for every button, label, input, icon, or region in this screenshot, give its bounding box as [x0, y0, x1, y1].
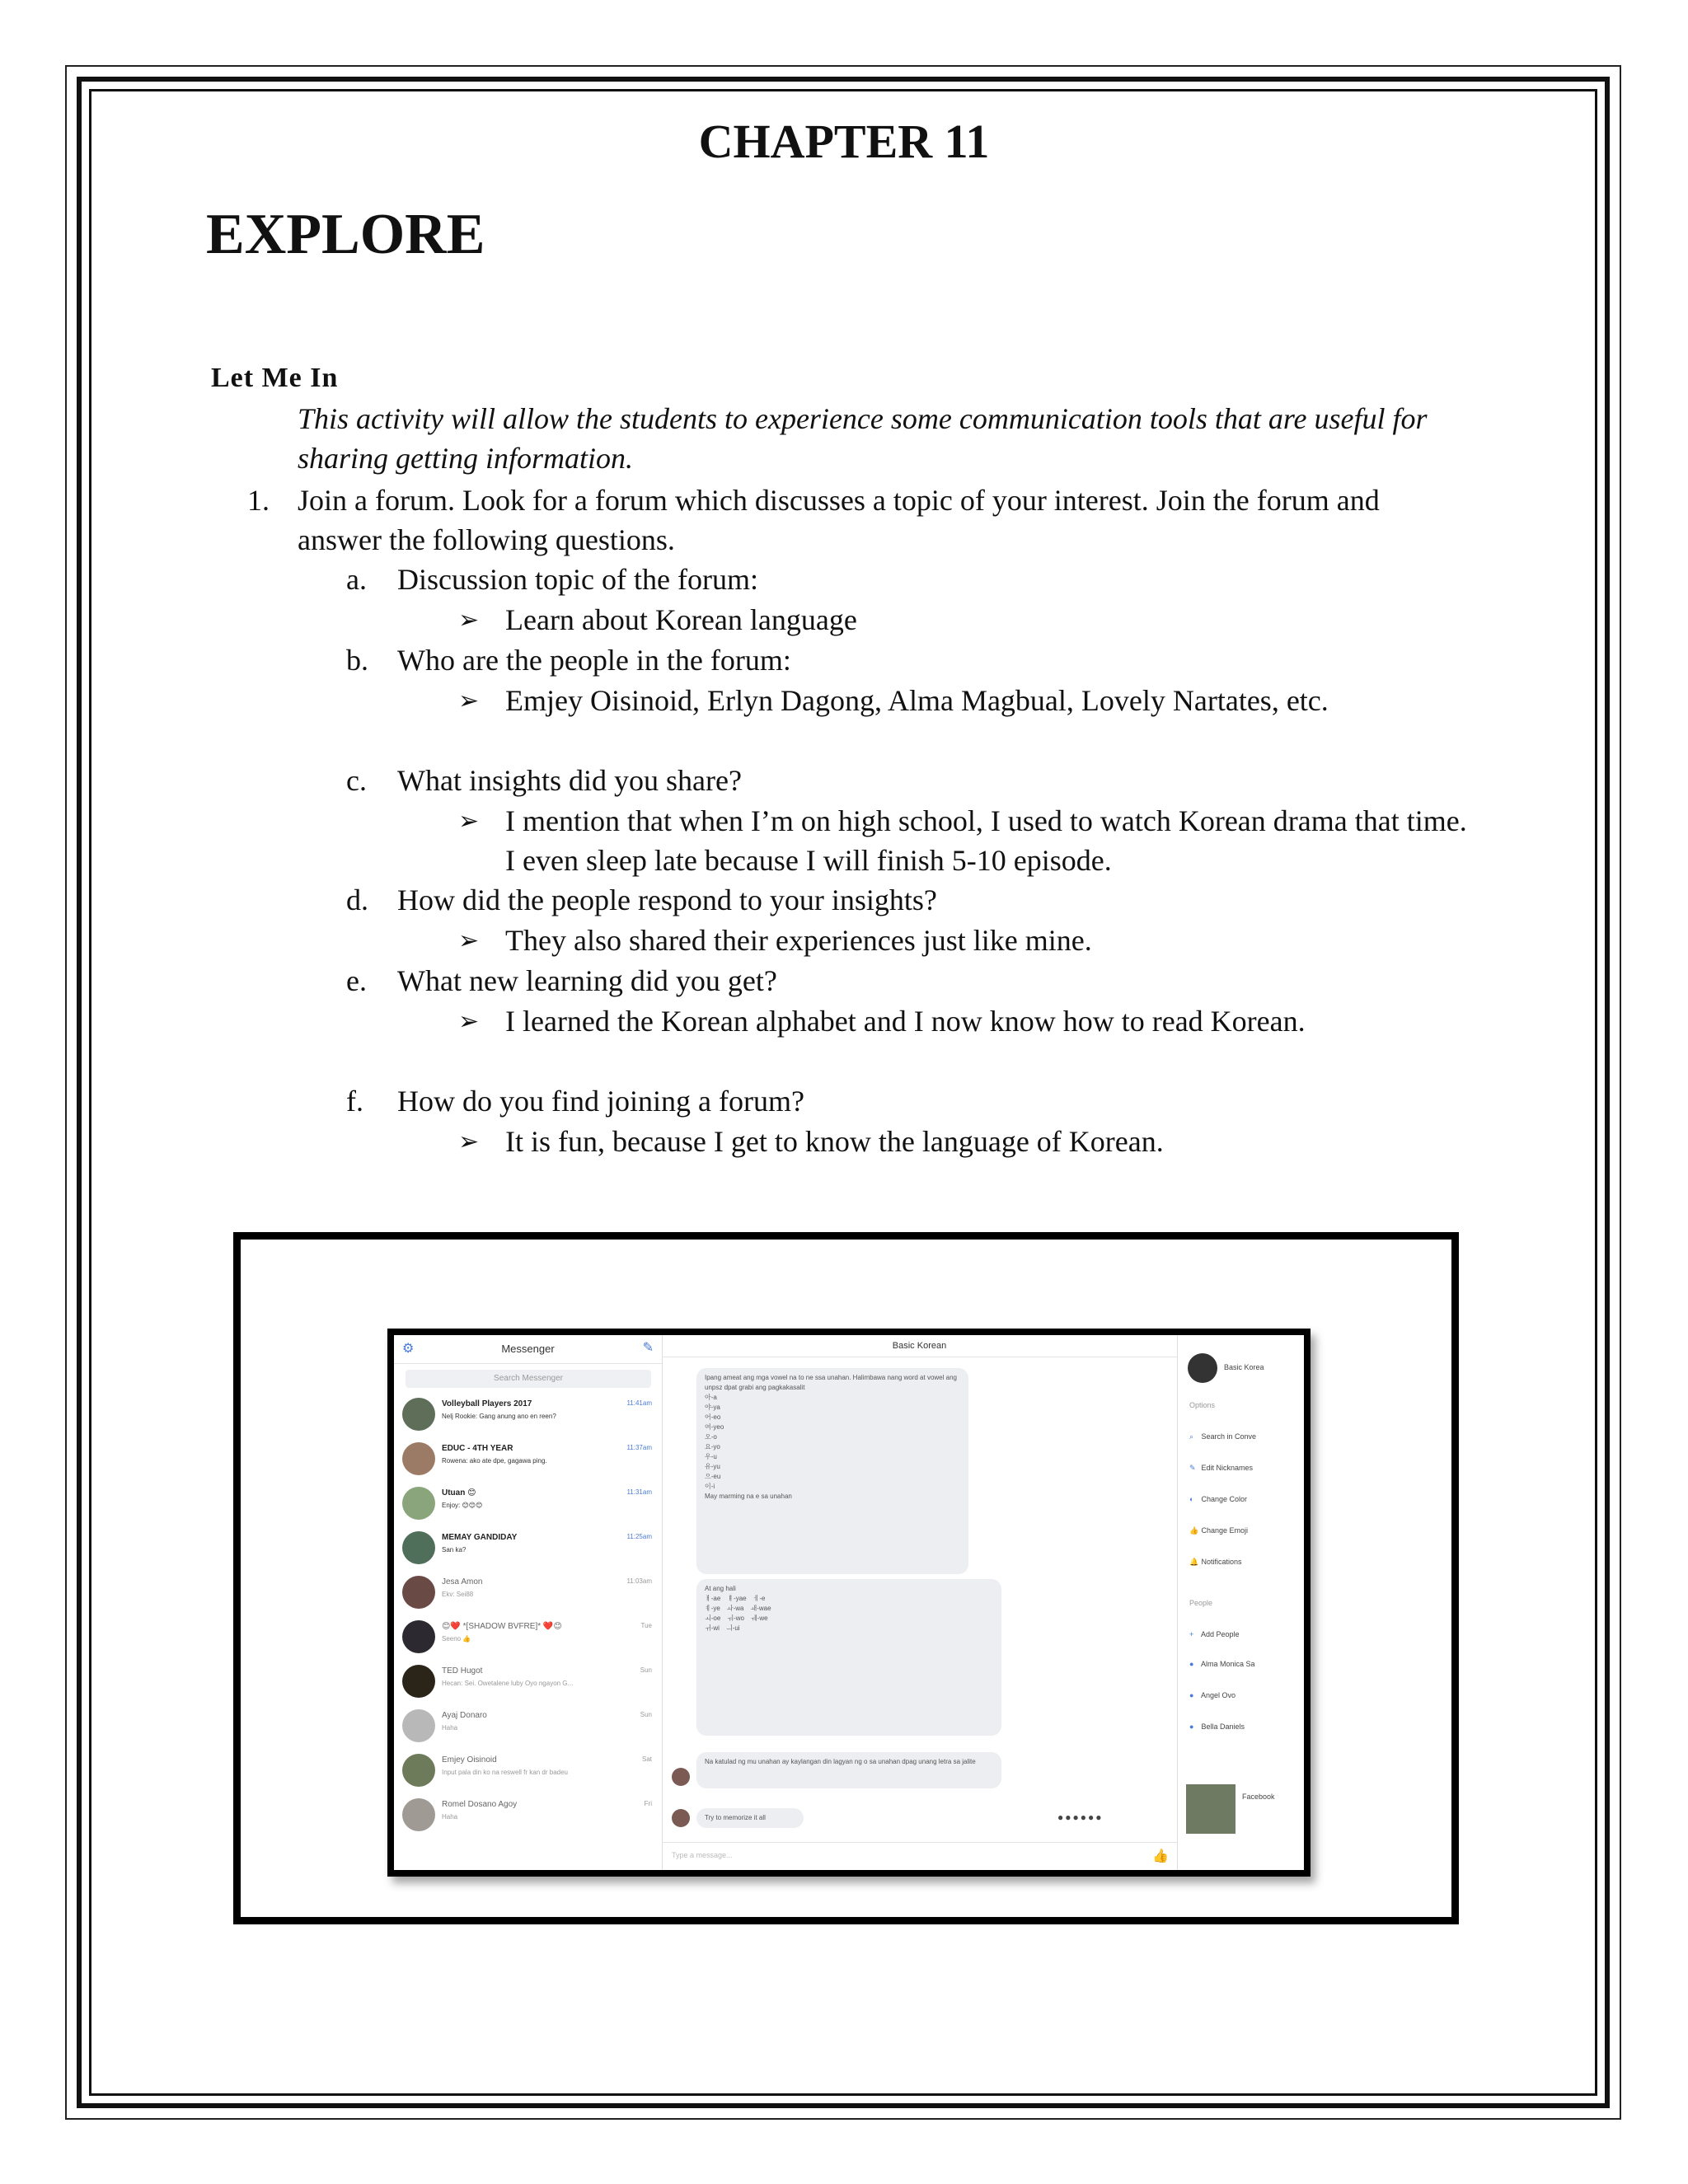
conversation-time: Sun — [640, 1711, 652, 1718]
conversation-name: 😊❤️ *[SHADOW BVFRE]* ❤️😊 — [442, 1622, 562, 1631]
question-letter: c. — [346, 764, 367, 797]
conversation-time: 11:03am — [626, 1577, 652, 1585]
question-text: How do you find joining a forum? — [397, 1085, 804, 1118]
person-item[interactable] — [1189, 1660, 1255, 1668]
people-label: Bella Daniels — [1201, 1722, 1245, 1731]
conversation-name: Jesa Amon — [442, 1577, 483, 1586]
thumbs-up-icon: 👍 — [1189, 1526, 1199, 1535]
alphabet-line: 여-yeo — [705, 1423, 724, 1431]
search-icon: ⌕ — [1189, 1432, 1194, 1441]
bullet-arrow-icon: ➢ — [458, 1008, 480, 1035]
answer-text: Emjey Oisinoid, Erlyn Dagong, Alma Magbual, Lovely Nartates, etc. — [505, 684, 1329, 717]
avatar — [402, 1754, 435, 1787]
conversation-preview: Input pala din ko na reswell fr kan dr badeu — [442, 1769, 568, 1776]
option-label: Change Color — [1201, 1495, 1248, 1503]
question-letter: e. — [346, 964, 367, 997]
people-label: Add People — [1201, 1630, 1240, 1638]
bullet-arrow-icon: ➢ — [458, 1128, 480, 1155]
alphabet-line: ㅢ-ui — [725, 1624, 740, 1632]
pencil-icon: ✎ — [1189, 1464, 1196, 1472]
answer-text: I even sleep late because I will finish 5-10 episode. — [505, 844, 1112, 877]
item-number: 1. — [247, 484, 270, 517]
like-icon[interactable]: 👍 — [1152, 1849, 1169, 1863]
conversation-time: Sun — [640, 1666, 652, 1674]
list-item[interactable] — [399, 1704, 659, 1747]
person-avatar-icon: ● — [1189, 1691, 1194, 1699]
question-text: Discussion topic of the forum: — [397, 563, 758, 596]
sidebar-title: Messenger — [501, 1343, 555, 1355]
message-text: At ang hali — [705, 1585, 736, 1592]
option-notifications[interactable] — [1189, 1558, 1242, 1567]
alphabet-line: 어-eo — [705, 1413, 721, 1421]
read-receipts: ●●●●●● — [1057, 1811, 1104, 1823]
conversation-name: Utuan 😊 — [442, 1488, 476, 1497]
person-item[interactable] — [1189, 1722, 1245, 1731]
conversation-time: Sat — [641, 1755, 652, 1763]
alphabet-line: 이-i — [705, 1483, 715, 1490]
alphabet-line: 유-yu — [705, 1463, 720, 1470]
gear-icon[interactable]: ⚙ — [402, 1342, 415, 1356]
alphabet-line: ㅔ-e — [753, 1595, 766, 1602]
answer-text: Learn about Korean language — [505, 603, 857, 636]
message-bubble: Try to memorize it all — [696, 1808, 804, 1828]
bell-icon: 🔔 — [1189, 1558, 1199, 1566]
list-item[interactable] — [399, 1749, 659, 1792]
conversation-name: Romel Dosano Agoy — [442, 1800, 518, 1809]
composer-bar — [662, 1842, 1177, 1871]
activity-title: Let Me In — [211, 363, 339, 393]
ad-image — [1186, 1784, 1236, 1834]
conversation-name: Emjey Oisinoid — [442, 1755, 497, 1765]
message-bubble — [696, 1368, 968, 1574]
conversation-time: 11:25am — [626, 1533, 652, 1540]
chat-panel — [662, 1335, 1177, 1870]
conversation-sidebar — [394, 1335, 663, 1870]
avatar — [672, 1768, 690, 1786]
bullet-arrow-icon: ➢ — [458, 687, 480, 715]
option-search[interactable] — [1189, 1432, 1256, 1441]
alphabet-line: ㅝ-wo — [727, 1615, 744, 1622]
avatar — [402, 1442, 435, 1475]
person-item[interactable] — [1189, 1691, 1236, 1699]
conversation-preview: Haha — [442, 1813, 458, 1821]
avatar — [402, 1798, 435, 1831]
palette-icon: ◐ — [1189, 1495, 1194, 1503]
alphabet-line: 요-yo — [705, 1443, 720, 1451]
message-text: Ipang ameat ang mga vowel na to ne ssa unahan. Halimbawa nang word at vowel ang unpsz dpat grabi ang pagkakasalit — [705, 1374, 957, 1391]
alphabet-line: ㅒ-yae — [727, 1595, 747, 1602]
list-item[interactable] — [399, 1660, 659, 1703]
option-color[interactable] — [1189, 1495, 1247, 1503]
intro-line-1: This activity will allow the students to experience some communication tools that are useful for — [298, 402, 1428, 435]
conversation-time: Fri — [644, 1800, 652, 1807]
conversation-preview: Enjoy: 😊😊😊 — [442, 1502, 483, 1509]
alphabet-line: ㅐ-ae — [705, 1595, 721, 1602]
question-letter: b. — [346, 644, 368, 677]
option-label: Notifications — [1201, 1558, 1242, 1566]
list-item[interactable] — [399, 1393, 659, 1436]
conversation-name: Ayaj Donaro — [442, 1711, 487, 1720]
question-text: What insights did you share? — [397, 764, 742, 797]
people-label: Angel Ovo — [1201, 1691, 1236, 1699]
message-bubble: Na katulad ng mu unahan ay kaylangan din lagyan ng o sa unahan dpag unang letra sa jalite — [696, 1752, 1001, 1788]
conversation-preview: Hecan: Sei. Owetalene luby Oyo ngayon G... — [442, 1680, 574, 1687]
answer-text: It is fun, because I get to know the language of Korean. — [505, 1125, 1164, 1158]
item-text-line-2: answer the following questions. — [298, 523, 675, 556]
message-text: May marming na e sa unahan — [705, 1493, 792, 1500]
option-label: Change Emoji — [1201, 1526, 1249, 1535]
chat-title: Basic Korean — [662, 1335, 1177, 1357]
conversation-preview: Seeno 👍 — [442, 1635, 471, 1643]
alphabet-line: ㅞ-we — [750, 1615, 768, 1622]
list-item[interactable] — [399, 1526, 659, 1569]
avatar — [402, 1665, 435, 1698]
question-text: How did the people respond to your insights? — [397, 883, 937, 916]
list-item[interactable] — [399, 1615, 659, 1658]
alphabet-line: ㅟ-wi — [705, 1624, 720, 1632]
add-people-button[interactable] — [1189, 1630, 1240, 1638]
ad-text: Facebook — [1242, 1793, 1275, 1801]
conversation-time: 11:31am — [626, 1488, 652, 1496]
question-letter: a. — [346, 563, 367, 596]
alphabet-line: 아-a — [705, 1394, 717, 1401]
option-label: Edit Nicknames — [1201, 1464, 1254, 1472]
alphabet-line: 오-o — [705, 1433, 717, 1441]
question-text: What new learning did you get? — [397, 964, 777, 997]
conversation-time: 11:37am — [626, 1444, 652, 1451]
compose-icon[interactable]: ✎ — [642, 1341, 654, 1355]
avatar — [402, 1531, 435, 1564]
conversation-preview: San ka? — [442, 1546, 467, 1554]
avatar — [402, 1620, 435, 1653]
avatar — [402, 1398, 435, 1431]
intro-line-2: sharing getting information. — [298, 442, 634, 475]
option-nicknames[interactable] — [1189, 1464, 1253, 1473]
question-text: Who are the people in the forum: — [397, 644, 791, 677]
alphabet-line: 으-eu — [705, 1473, 721, 1480]
conversation-name: MEMAY GANDIDAY — [442, 1533, 518, 1542]
bullet-arrow-icon: ➢ — [458, 607, 480, 634]
alphabet-line: 우-u — [705, 1453, 717, 1460]
answer-text: They also shared their experiences just like mine. — [505, 924, 1092, 957]
conversation-preview: Rowena: ako ate dpe, gagawa ping. — [442, 1457, 547, 1465]
list-item[interactable] — [399, 1437, 659, 1480]
alphabet-line: ㅖ-ye — [705, 1605, 720, 1612]
conversation-name: EDUC - 4TH YEAR — [442, 1444, 513, 1453]
person-avatar-icon: ● — [1189, 1660, 1194, 1668]
option-emoji[interactable] — [1189, 1526, 1248, 1535]
question-letter: d. — [346, 883, 368, 916]
bullet-arrow-icon: ➢ — [458, 927, 480, 954]
alphabet-line: ㅘ-wa — [726, 1605, 744, 1612]
conversation-time: Tue — [640, 1622, 652, 1629]
chapter-title: CHAPTER 11 — [698, 115, 990, 168]
info-panel — [1177, 1335, 1306, 1870]
search-input[interactable]: Search Messenger — [406, 1370, 651, 1388]
bullet-arrow-icon: ➢ — [458, 808, 480, 835]
group-avatar — [1188, 1353, 1217, 1383]
answer-text: I learned the Korean alphabet and I now know how to read Korean. — [505, 1005, 1306, 1038]
plus-icon: + — [1189, 1630, 1194, 1638]
sidebar-header — [394, 1335, 662, 1364]
people-label: Alma Monica Sa — [1201, 1660, 1255, 1668]
answer-text: I mention that when I’m on high school, I used to watch Korean drama that time. — [505, 804, 1467, 837]
message-bubble — [696, 1579, 1001, 1736]
list-item[interactable] — [399, 1482, 659, 1525]
avatar — [672, 1809, 690, 1827]
messenger-screenshot — [387, 1329, 1311, 1877]
avatar — [402, 1576, 435, 1609]
option-label: Search in Conve — [1201, 1432, 1257, 1441]
person-avatar-icon: ● — [1189, 1722, 1194, 1731]
message-input[interactable]: Type a message... — [672, 1851, 733, 1859]
conversation-time: 11:41am — [626, 1399, 652, 1407]
list-item[interactable] — [399, 1571, 659, 1614]
item-text-line-1: Join a forum. Look for a forum which discusses a topic of your interest. Join the forum and — [298, 484, 1380, 517]
alphabet-line: 야-ya — [705, 1404, 720, 1411]
conversation-preview: Nelj Rookie: Gang anung ano en reen? — [442, 1413, 556, 1420]
alphabet-line: ㅚ-oe — [705, 1615, 721, 1622]
question-letter: f. — [346, 1085, 363, 1118]
options-header: Options — [1189, 1401, 1216, 1409]
conversation-preview: Haha — [442, 1724, 458, 1732]
conversation-name: Volleyball Players 2017 — [442, 1399, 532, 1408]
group-name: Basic Korea — [1224, 1363, 1264, 1371]
conversation-name: TED Hugot — [442, 1666, 483, 1675]
conversation-preview: Ekv: Sei88 — [442, 1591, 474, 1598]
avatar — [402, 1487, 435, 1520]
people-header: People — [1189, 1599, 1213, 1607]
avatar — [402, 1709, 435, 1742]
section-heading: EXPLORE — [206, 203, 485, 266]
alphabet-line: ㅙ-wae — [750, 1605, 771, 1612]
list-item[interactable] — [399, 1793, 659, 1836]
